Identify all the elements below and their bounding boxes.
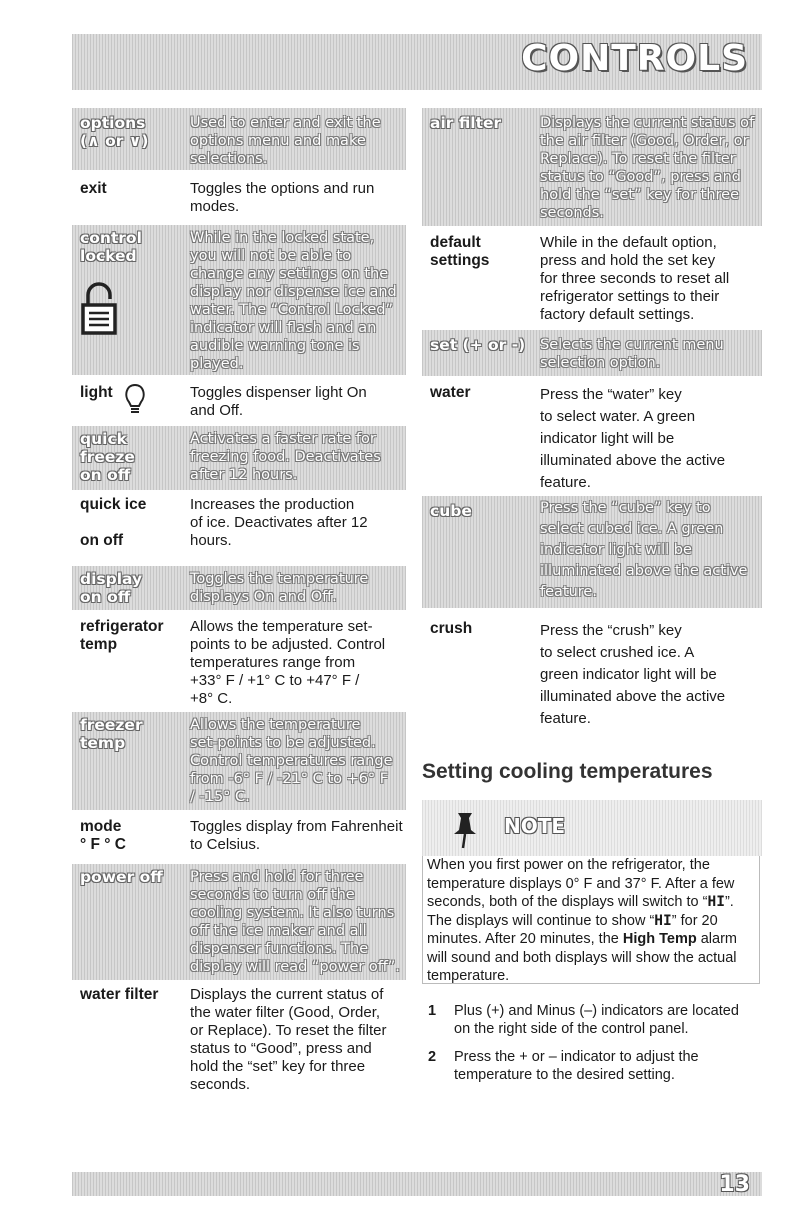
control-row-set	[422, 330, 762, 376]
header-band	[72, 34, 762, 90]
control-row-crush	[422, 620, 762, 730]
note-hi: HI	[654, 912, 672, 929]
step-number: 2	[428, 1049, 437, 1065]
pushpin-icon	[448, 810, 482, 850]
control-row-display	[72, 566, 406, 610]
note-title: NOTE	[504, 814, 566, 838]
control-row-default-settings	[422, 234, 762, 326]
lock-icon	[80, 281, 118, 337]
control-term: control locked	[80, 229, 142, 265]
control-term: light	[80, 384, 113, 401]
control-term: options (∧ or ∨)	[80, 114, 149, 150]
control-term: exit	[80, 180, 107, 197]
control-term: water filter	[80, 986, 159, 1003]
control-desc: Press the “water” key to select water. A green indicator light will be illuminated above the active feature.	[540, 386, 726, 491]
control-term: water	[430, 384, 471, 401]
control-desc: Allows the temperature set-points to be adjusted. Control temperatures range from -6° F / -21° C to +6° F / -15° C.	[190, 717, 393, 805]
step-text: Plus (+) and Minus (–) indicators are located on the right side of the control panel.	[454, 1003, 739, 1037]
control-desc: Toggles the options and run modes.	[190, 180, 375, 215]
note-text: alarm will sound and both displays will show the actual temperature.	[427, 931, 737, 984]
control-term: crush	[430, 620, 473, 637]
steps-list	[428, 1002, 758, 1094]
note-body	[422, 856, 760, 984]
control-row-quick-freeze	[72, 426, 406, 490]
light-bulb-icon	[124, 382, 146, 416]
control-row-light	[72, 382, 406, 422]
control-row-power-off	[72, 864, 406, 980]
control-desc: Used to enter and exit the options menu and make selections.	[190, 115, 381, 167]
control-desc: Increases the production of ice. Deactivates after 12 hours.	[190, 496, 368, 549]
control-row-water	[422, 384, 762, 494]
control-desc: Toggles dispenser light On and Off.	[190, 384, 367, 419]
control-row-cube	[422, 496, 762, 608]
footer-band	[72, 1172, 762, 1196]
list-item	[428, 1002, 758, 1038]
section-heading: Setting cooling temperatures	[422, 760, 713, 783]
control-desc: Press the “crush” key to select crushed ice. A green indicator light will be illuminated above the active feature.	[540, 622, 726, 727]
control-desc: Allows the temperature set- points to be adjusted. Control temperatures range from +33° F / +1° C to +47° F / +8° C.	[190, 618, 386, 707]
control-row-water-filter	[72, 986, 406, 1098]
control-term: quick ice on off	[80, 496, 147, 549]
control-row-control-locked	[72, 225, 406, 375]
control-term: refrigerator temp	[80, 618, 164, 653]
page-number: 13	[719, 1172, 750, 1197]
control-row-exit	[72, 180, 406, 220]
note-text: When you first power on the refrigerator, the temperature displays 0° F and 37° F. After a few seconds, both of the displays will switch to “	[427, 857, 735, 910]
control-term: power off	[80, 868, 163, 886]
control-desc: Toggles display from Fahrenheit to Celsius.	[190, 818, 403, 853]
step-text: Press the + or – indicator to adjust the temperature to the desired setting.	[454, 1049, 699, 1083]
note-text: ”. The displays will continue to show “	[427, 894, 734, 929]
control-desc: Displays the current status of the water filter (Good, Order, or Replace). To reset the filter status to “Good”, press and hold the “set” key for three seconds.	[190, 986, 387, 1093]
control-desc: Press the “cube” key to select cubed ice. A green indicator light will be illuminated above the active feature.	[540, 500, 748, 600]
control-desc: While in the default option, press and hold the set key for three seconds to reset all refrigerator settings to their factory default settings.	[540, 234, 730, 323]
control-desc: Activates a faster rate for freezing food. Deactivates after 12 hours.	[190, 431, 381, 483]
list-item	[428, 1048, 758, 1084]
note-hi: HI	[707, 894, 725, 910]
control-row-air-filter	[422, 108, 762, 226]
control-term: air filter	[430, 114, 502, 132]
page-title: CONTROLS	[521, 38, 748, 79]
control-desc: Press and hold for three seconds to turn off the cooling system. It also turns off the ice maker and all dispenser functions. The display will read “power off”.	[190, 869, 400, 975]
control-term: quick freeze on off	[80, 430, 135, 484]
control-row-options	[72, 108, 406, 170]
control-term: set (+ or -)	[430, 336, 526, 354]
control-row-quick-ice	[72, 496, 406, 554]
control-row-mode	[72, 818, 406, 858]
control-desc: Selects the current menu selection option.	[540, 337, 724, 371]
control-term: cube	[430, 502, 472, 520]
note-text: ” for 20 minutes. After 20 minutes, the	[427, 912, 718, 947]
step-number: 1	[428, 1003, 437, 1019]
note-high-temp: High Temp	[622, 931, 697, 947]
control-desc: Toggles the temperature displays On and Off.	[190, 571, 369, 605]
note-header	[422, 800, 762, 856]
control-term: freezer temp	[80, 716, 143, 752]
control-desc: While in the locked state, you will not be able to change any settings on the display nor dispense ice and water. The “Control Locked” indicator will flash and an audible warning tone is played.	[190, 230, 397, 372]
control-term: display on off	[80, 570, 143, 606]
control-term: default settings	[430, 234, 490, 269]
control-desc: Displays the current status of the air filter (Good, Order, or Replace). To reset the filter status to “Good”, press and hold the “set” key for three seconds.	[540, 115, 755, 221]
control-row-freezer-temp	[72, 712, 406, 810]
control-term: mode ° F ° C	[80, 818, 126, 853]
control-row-refrigerator-temp	[72, 618, 406, 710]
